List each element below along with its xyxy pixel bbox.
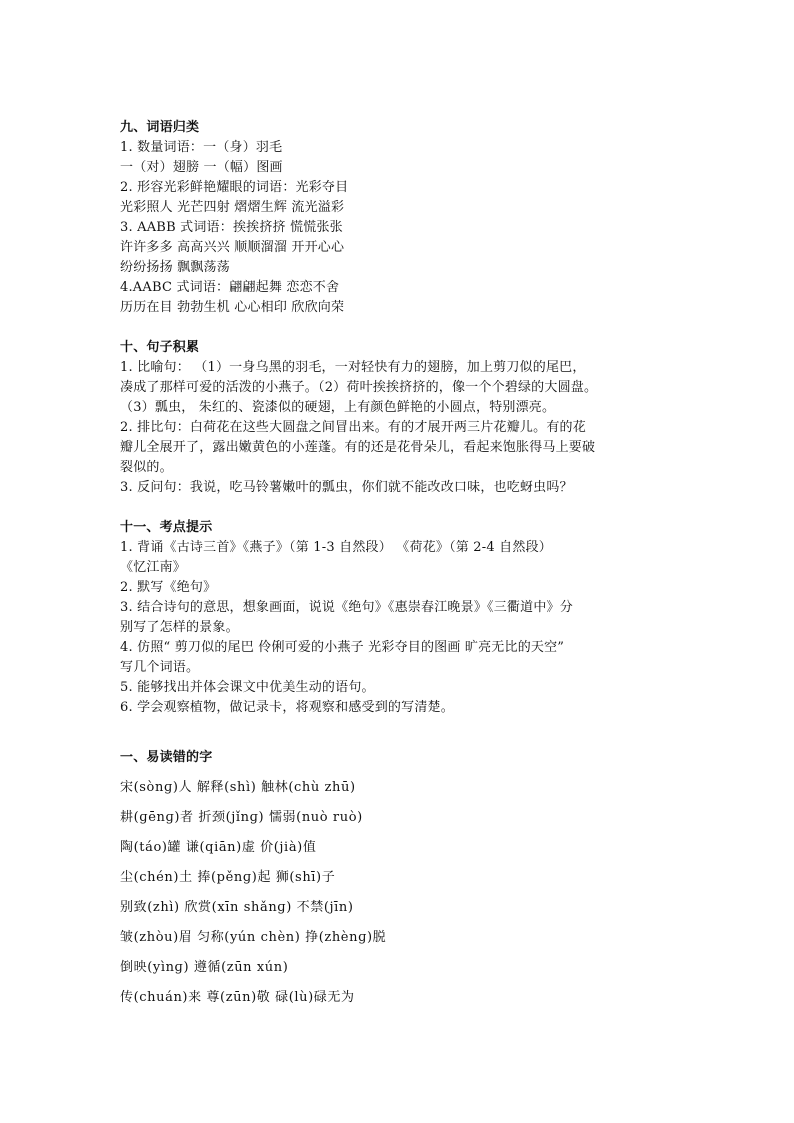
- section-9-line-7: 纷纷扬扬 飘飘荡荡: [120, 260, 230, 275]
- pinyin-line-6: 皱(zhòu)眉 匀称(yún chèn) 挣(zhènɡ)脱: [120, 930, 387, 945]
- section-11-line-2: 《忆江南》: [120, 560, 187, 575]
- section-11-title: 十一、考点提示: [120, 520, 213, 535]
- section-10-line-2: 凑成了那样可爱的活泼的小燕子。（2）荷叶挨挨挤挤的，像一个个碧绿的大圆盘。: [120, 380, 598, 395]
- pinyin-line-1: 宋(sònɡ)人 解释(shì) 触林(chù zhū): [120, 780, 356, 795]
- section-9-line-5: 3. AABB 式词语：挨挨挤挤 慌慌张张: [120, 220, 343, 235]
- section-11-line-3: 2. 默写《绝句》: [120, 580, 217, 595]
- section-11-line-5: 别写了怎样的景象。: [120, 620, 239, 635]
- section-11-line-1: 1. 背诵《古诗三首》《燕子》（第 1-3 自然段） 《荷花》（第 2-4 自然段）: [120, 540, 552, 555]
- section-9-line-1: 1. 数量词语：一（身）羽毛: [120, 140, 283, 155]
- section-10-line-1: 1. 比喻句： （1）一身乌黑的羽毛，一对轻快有力的翅膀，加上剪刀似的尾巴，: [120, 360, 586, 375]
- pinyin-line-4: 尘(chén)土 捧(pěnɡ)起 狮(shī)子: [120, 870, 336, 885]
- section-10-line-4: 2. 排比句：白荷花在这些大圆盘之间冒出来。有的才展开两三片花瓣儿。有的花: [120, 420, 586, 435]
- section-9-line-3: 2. 形容光彩鲜艳耀眼的词语：光彩夺目: [120, 180, 349, 195]
- pinyin-line-5: 别致(zhì) 欣赏(xīn shǎnɡ) 不禁(jīn): [120, 900, 354, 915]
- pinyin-line-8: 传(chuán)来 尊(zūn)敬 碌(lù)碌无为: [120, 990, 355, 1005]
- section-9-line-9: 历历在目 勃勃生机 心心相印 欣欣向荣: [120, 300, 345, 315]
- section-9-line-6: 许许多多 高高兴兴 顺顺溜溜 开开心心: [120, 240, 345, 255]
- section-1-title: 一、易读错的字: [120, 750, 213, 765]
- section-10-line-7: 3. 反问句：我说，吃马铃薯嫩叶的瓢虫，你们就不能改改口味，也吃蚜虫吗？: [120, 480, 573, 495]
- section-9-line-4: 光彩照人 光芒四射 熠熠生辉 流光溢彩: [120, 200, 345, 215]
- section-10-line-3: （3）瓢虫， 朱红的、瓷漆似的硬翅，上有颜色鲜艳的小圆点，特别漂亮。: [120, 400, 556, 415]
- section-11-line-4: 3. 结合诗句的意思，想象画面，说说《绝句》《惠崇春江晚景》《三衢道中》分: [120, 600, 573, 615]
- section-11-line-9: 6. 学会观察植物，做记录卡，将观察和感受到的写清楚。: [120, 700, 454, 715]
- section-9-title: 九、词语归类: [120, 120, 200, 135]
- section-10-title: 十、句子积累: [120, 340, 200, 355]
- section-11-line-6: 4. 仿照“ 剪刀似的尾巴 伶俐可爱的小燕子 光彩夺目的图画 旷亮无比的天空”: [120, 640, 565, 655]
- section-9-line-8: 4.AABC 式词语：翩翩起舞 恋恋不舍: [120, 280, 340, 295]
- section-10-line-5: 瓣儿全展开了，露出嫩黄色的小莲蓬。有的还是花骨朵儿，看起来饱胀得马上要破: [120, 440, 596, 455]
- section-9-line-2: 一（对）翅膀 一（幅）图画: [120, 160, 283, 175]
- pinyin-line-3: 陶(táo)罐 谦(qiān)虚 价(jià)值: [120, 840, 317, 855]
- pinyin-line-2: 耕(ɡēnɡ)者 折颈(jǐnɡ) 懦弱(nuò ruò): [120, 810, 363, 825]
- section-10-line-6: 裂似的。: [120, 460, 173, 475]
- pinyin-line-7: 倒映(yìnɡ) 遵循(zūn xún): [120, 960, 289, 975]
- section-11-line-7: 写几个词语。: [120, 660, 200, 675]
- section-11-line-8: 5. 能够找出并体会课文中优美生动的语句。: [120, 680, 375, 695]
